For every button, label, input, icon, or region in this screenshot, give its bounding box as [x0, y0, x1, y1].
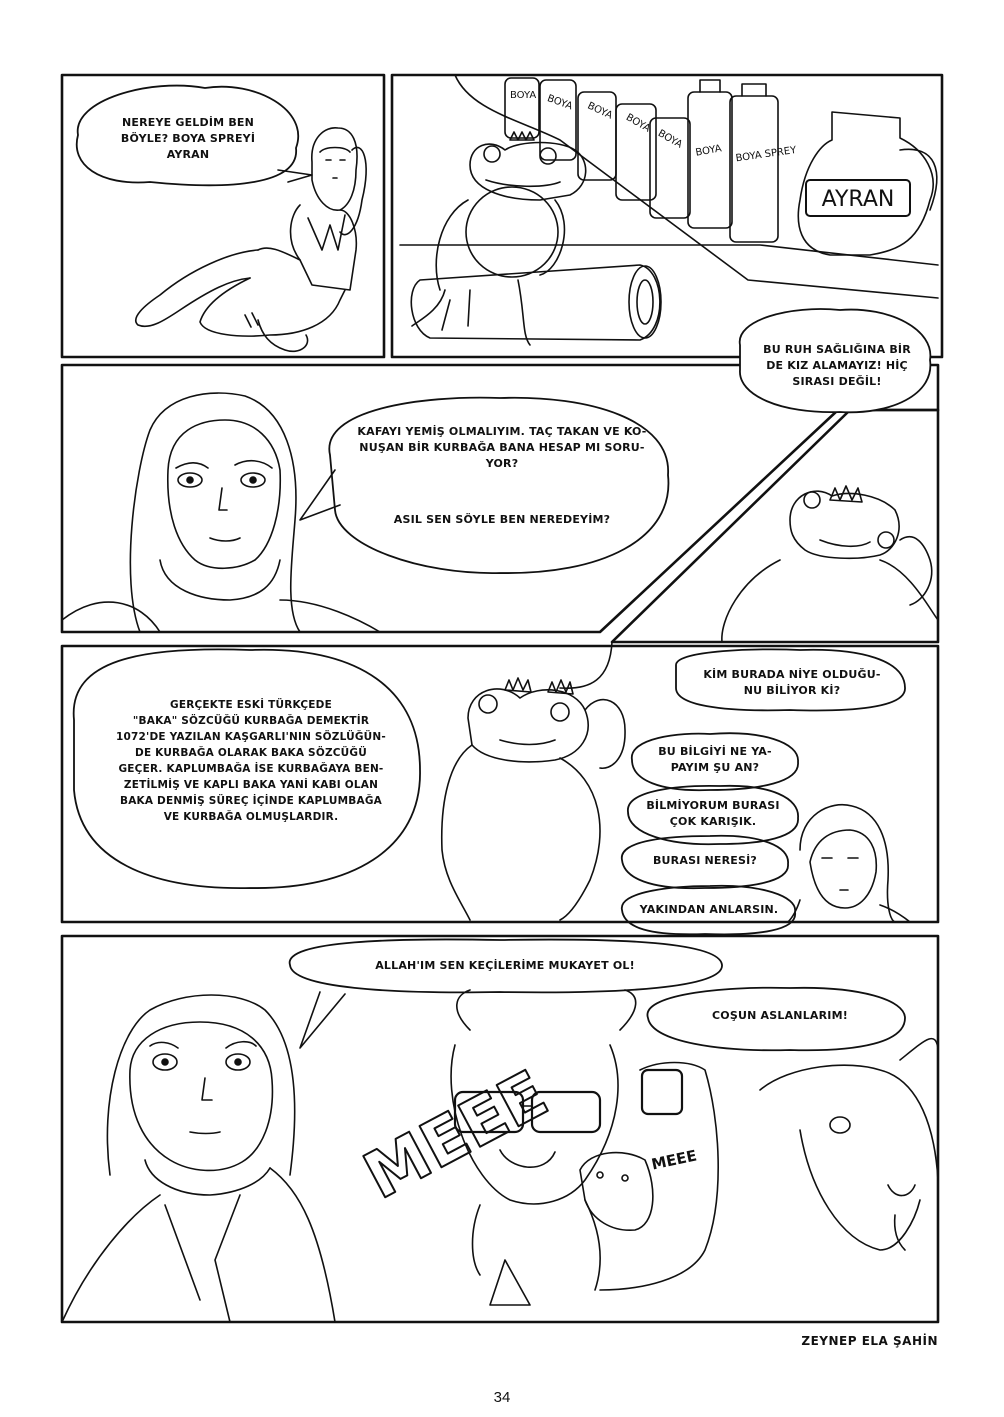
panel-3b-art: [722, 486, 938, 642]
bubble-p5-main-text: ALLAH'IM SEN KEÇİLERİME MUKAYET OL!: [375, 959, 635, 972]
bubble-p2-text: BU RUH SAĞLIĞINA BİR DE KIZ ALAMAYIZ! HİÇ SIRASI DEĞİL!: [763, 343, 911, 388]
bubble-p1-text: NEREYE GELDİM BEN BÖYLE? BOYA SPREYİ AYRAN: [120, 116, 256, 161]
bubble-p5-tail: [300, 992, 345, 1048]
bubble-p4-d-text: YAKINDAN ANLARSIN.: [639, 903, 779, 916]
bubble-p3-text-2: ASIL SEN SÖYLE BEN NEREDEYİM?: [393, 513, 611, 526]
page-number: 34: [493, 1389, 511, 1406]
can-label: BOYA: [510, 90, 537, 101]
can-label: BOYA: [545, 93, 574, 113]
can-label: BOYA: [585, 100, 615, 122]
sfx-meee-big: MEEE: [352, 1057, 560, 1215]
author-credit: ZEYNEP ELA ŞAHİN: [801, 1334, 938, 1348]
can-label: BOYA SPREY: [734, 144, 798, 165]
bubble-p3-text-1: KAFAYI YEMİŞ OLMALIYIM. TAÇ TAKAN VE KO- NUŞAN BİR KURBAĞA BANA HESAP MI SORU- YOR?: [357, 425, 647, 470]
can-label: BOYA: [694, 143, 723, 159]
bubble-p4-left-text: GERÇEKTE ESKİ TÜRKÇEDE "BAKA" SÖZCÜĞÜ KURBAĞA DEMEKTİR 1072'DE YAZILAN KAŞGARLI'NIN SÖZLÜĞÜN- DE KURBAĞA OLARAK BAKA SÖZCÜĞÜ GEÇER. KAPLUMBAĞA İSE KURBAĞAYA BEN- ZETİLMİŞ VE KAPLI BAKA YANİ KABI OLAN BAKA DENMİŞ SÜREÇ İÇİNDE KAPLUMBAĞA VE KURBAĞA OLMUŞLARDIR.: [116, 699, 386, 823]
ayran-jug: [798, 112, 936, 255]
sfx-meee-small: MEEE: [649, 1146, 699, 1174]
bubble-p4-a-text: BU BİLGİYİ NE YA- PAYIM ŞU AN?: [658, 745, 772, 774]
ayran-jug-label: AYRAN: [821, 187, 895, 212]
can-label: BOYA: [655, 128, 685, 151]
bubble-p4-c-text: BURASI NERESİ?: [652, 854, 758, 867]
bubble-p4-b-text: BİLMİYORUM BURASI ÇOK KARIŞIK.: [646, 799, 780, 828]
bubble-p4-top-text: KİM BURADA NİYE OLDUĞU- NU BİLİYOR Kİ?: [703, 668, 881, 697]
bubble-p5-right-text: COŞUN ASLANLARIM!: [712, 1009, 848, 1022]
frog-crowned: [412, 132, 586, 345]
can-label: BOYA: [623, 112, 653, 135]
